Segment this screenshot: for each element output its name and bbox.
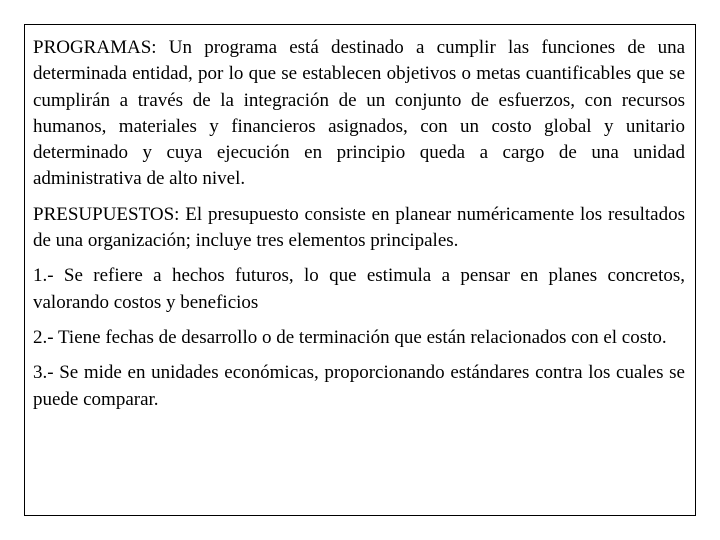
list-item-2: 2.- Tiene fechas de desarrollo o de terminación que están relacionados con el costo. xyxy=(33,326,667,348)
term-presupuestos: PRESUPUESTOS xyxy=(33,203,175,225)
paragraph-programas xyxy=(33,35,685,193)
definition-presupuestos: El presupuesto consiste en planear numéricamente los resultados de una organización; incluye tres elementos principales. xyxy=(33,203,685,252)
paragraph-presupuestos xyxy=(33,202,685,255)
term-programas: PROGRAMAS xyxy=(33,37,152,58)
list-item-1: 1.- Se refiere a hechos futuros, lo que estimula a pensar en planes concretos, valorando costos y beneficios xyxy=(33,265,685,313)
list-item-3: 3.- Se mide en unidades económicas, proporcionando estándares contra los cuales se puede comparar. xyxy=(33,362,685,410)
term-separator: : xyxy=(151,37,157,58)
definition-programas: Un programa está destinado a cumplir las funciones de una determinada entidad, por lo que se establecen objetivos o metas cuantificables que se cumplirán a través de la integración de un conjunto de esfuerzos, con recursos humanos, materiales y financieros asignados, con un costo global y unitario determinado y cuya ejecución en principio queda a cargo de una unidad administrativa de alto nivel. xyxy=(33,37,685,190)
term-separator: : xyxy=(174,203,180,225)
text-box xyxy=(24,24,696,516)
